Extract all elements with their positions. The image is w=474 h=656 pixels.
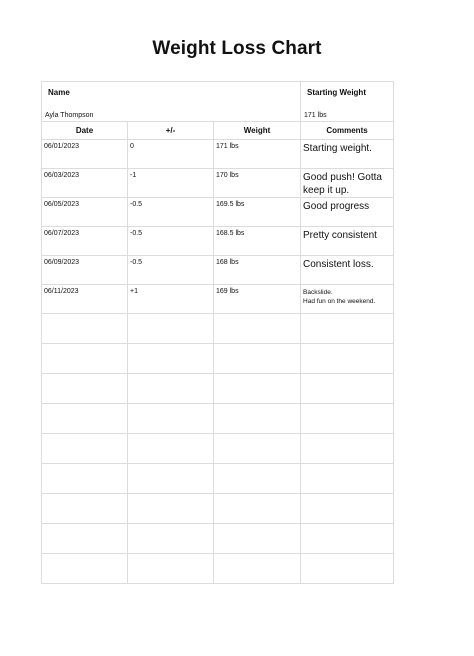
date-cell[interactable]: 06/05/2023 — [42, 198, 128, 227]
weight-cell[interactable]: 170 lbs — [214, 169, 301, 198]
date-cell[interactable] — [42, 524, 128, 554]
weight-cell[interactable]: 168 lbs — [214, 256, 301, 285]
date-cell[interactable]: 06/01/2023 — [42, 140, 128, 169]
empty-table-row — [42, 374, 394, 404]
table-row — [42, 256, 394, 285]
date-cell[interactable]: 06/03/2023 — [42, 169, 128, 198]
empty-table-row — [42, 554, 394, 584]
weight-cell[interactable] — [214, 344, 301, 374]
weight-cell[interactable] — [214, 374, 301, 404]
change-cell[interactable] — [128, 464, 214, 494]
weight-cell[interactable] — [214, 554, 301, 584]
change-cell[interactable] — [128, 554, 214, 584]
name-label: Name — [48, 88, 70, 97]
change-cell[interactable] — [128, 374, 214, 404]
date-cell[interactable] — [42, 434, 128, 464]
comment-cell[interactable] — [301, 344, 394, 374]
comment-cell[interactable] — [301, 524, 394, 554]
comment-cell[interactable] — [301, 314, 394, 344]
weight-cell[interactable]: 171 lbs — [214, 140, 301, 169]
empty-table-row — [42, 344, 394, 374]
comment-cell[interactable]: Good push! Gotta keep it up. — [301, 169, 394, 198]
weight-cell[interactable] — [214, 494, 301, 524]
date-cell[interactable] — [42, 554, 128, 584]
comment-cell[interactable] — [301, 494, 394, 524]
page-title: Weight Loss Chart — [152, 38, 322, 59]
info-row — [42, 82, 394, 122]
weight-log-table — [41, 81, 394, 584]
change-cell[interactable] — [128, 434, 214, 464]
column-header-change: +/- — [128, 122, 214, 140]
weight-cell[interactable]: 169 lbs — [214, 285, 301, 314]
weight-cell[interactable]: 168.5 lbs — [214, 227, 301, 256]
comment-cell[interactable] — [301, 554, 394, 584]
empty-table-row — [42, 434, 394, 464]
name-value: Ayla Thompson — [45, 112, 94, 119]
change-cell[interactable]: -0.5 — [128, 198, 214, 227]
table-body — [42, 140, 394, 584]
table-row — [42, 198, 394, 227]
date-cell[interactable]: 06/09/2023 — [42, 256, 128, 285]
comment-cell[interactable]: Starting weight. — [301, 140, 394, 169]
empty-table-row — [42, 524, 394, 554]
change-cell[interactable]: -1 — [128, 169, 214, 198]
weight-cell[interactable]: 169.5 lbs — [214, 198, 301, 227]
empty-table-row — [42, 404, 394, 434]
column-header-weight: Weight — [214, 122, 301, 140]
change-cell[interactable]: +1 — [128, 285, 214, 314]
weight-cell[interactable] — [214, 434, 301, 464]
weight-cell[interactable] — [214, 314, 301, 344]
change-cell[interactable] — [128, 314, 214, 344]
header-row — [42, 122, 394, 140]
weight-cell[interactable] — [214, 464, 301, 494]
comment-cell[interactable]: Pretty consistent — [301, 227, 394, 256]
date-cell[interactable] — [42, 404, 128, 434]
date-cell[interactable] — [42, 494, 128, 524]
date-cell[interactable] — [42, 464, 128, 494]
comment-cell[interactable] — [301, 404, 394, 434]
table-row — [42, 285, 394, 314]
change-cell[interactable]: -0.5 — [128, 227, 214, 256]
date-cell[interactable] — [42, 374, 128, 404]
change-cell[interactable]: 0 — [128, 140, 214, 169]
comment-cell[interactable]: Backslide. Had fun on the weekend. — [301, 285, 394, 314]
table-row — [42, 169, 394, 198]
change-cell[interactable] — [128, 494, 214, 524]
empty-table-row — [42, 464, 394, 494]
change-cell[interactable] — [128, 404, 214, 434]
date-cell[interactable] — [42, 314, 128, 344]
name-cell[interactable] — [42, 82, 301, 122]
change-cell[interactable] — [128, 344, 214, 374]
comment-cell[interactable] — [301, 374, 394, 404]
comment-cell[interactable]: Consistent loss. — [301, 256, 394, 285]
weight-cell[interactable] — [214, 524, 301, 554]
empty-table-row — [42, 314, 394, 344]
weight-cell[interactable] — [214, 404, 301, 434]
empty-table-row — [42, 494, 394, 524]
date-cell[interactable]: 06/11/2023 — [42, 285, 128, 314]
comment-cell[interactable] — [301, 464, 394, 494]
starting-weight-label: Starting Weight — [307, 88, 366, 97]
table-row — [42, 227, 394, 256]
change-cell[interactable] — [128, 524, 214, 554]
starting-weight-value: 171 lbs — [304, 112, 327, 119]
column-header-comments: Comments — [301, 122, 394, 140]
date-cell[interactable] — [42, 344, 128, 374]
comment-cell[interactable] — [301, 434, 394, 464]
comment-cell[interactable]: Good progress — [301, 198, 394, 227]
column-header-date: Date — [42, 122, 128, 140]
change-cell[interactable]: -0.5 — [128, 256, 214, 285]
table-row — [42, 140, 394, 169]
date-cell[interactable]: 06/07/2023 — [42, 227, 128, 256]
starting-weight-cell[interactable] — [301, 82, 394, 122]
